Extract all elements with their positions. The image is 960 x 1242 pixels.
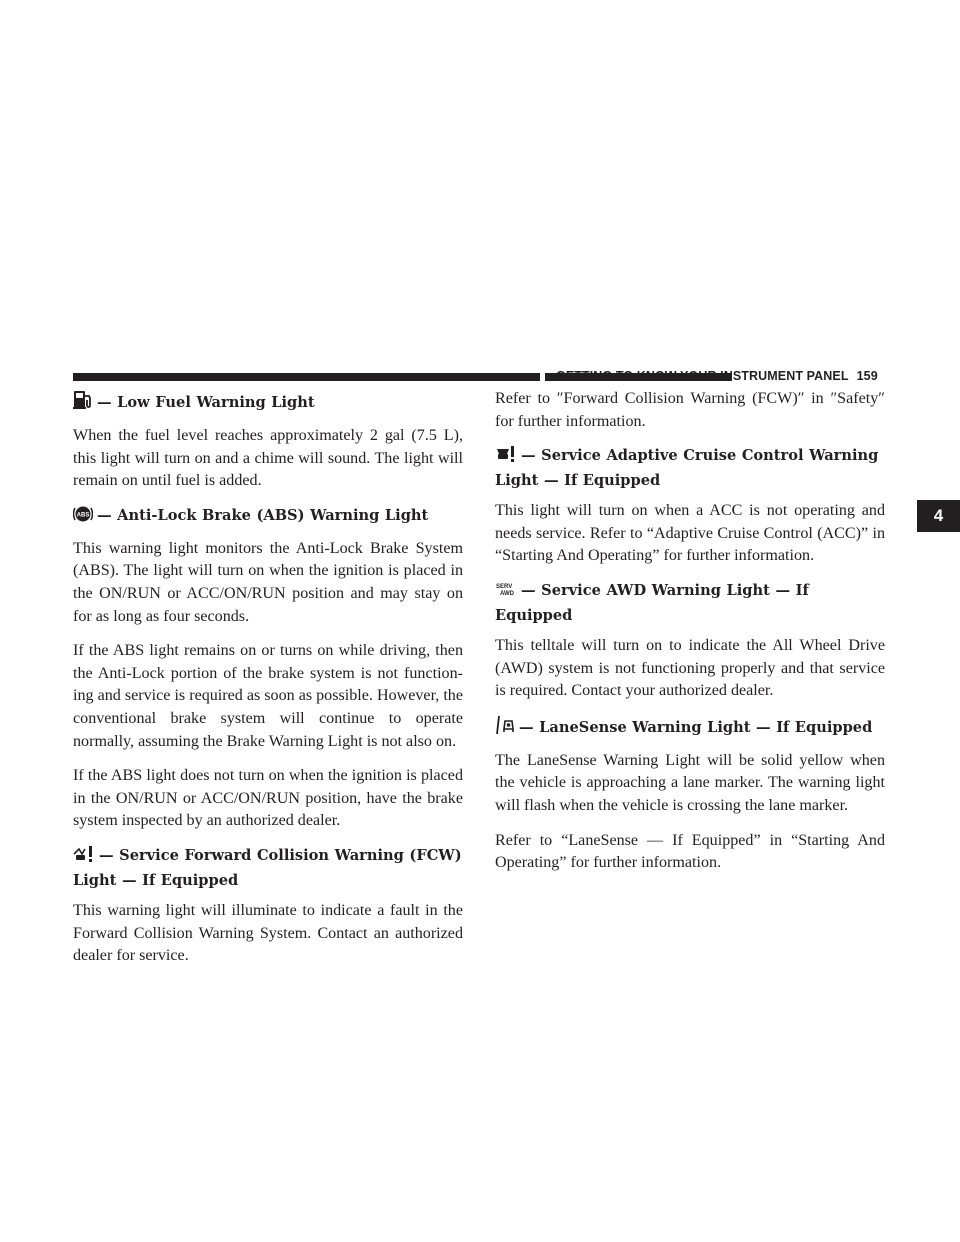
heading-text-line2: Light — If Equipped <box>495 472 661 490</box>
serv-awd-icon <box>495 582 517 605</box>
section-lanesense <box>495 715 885 875</box>
section-acc <box>495 445 885 568</box>
paragraph: This warning light will illuminate to indicate a fault in the Forward Collision Warning System. Contact an authorized dealer for service. <box>73 901 463 965</box>
section-heading <box>495 580 885 627</box>
section-heading <box>495 715 885 742</box>
section-heading <box>73 388 463 417</box>
serv-awd-icon-bottom: AWD <box>500 590 514 597</box>
acc-service-icon <box>495 445 517 470</box>
page-number: 159 <box>856 369 878 383</box>
section-heading <box>73 845 463 892</box>
paragraph: This telltale will turn on to indicate the All Wheel Drive (AWD) system is not functioning properly and that service is required. Contact your authorized dealer. <box>495 636 885 700</box>
heading-text: — Service AWD Warning Light — If Equipped <box>495 581 809 624</box>
heading-text: — Low Fuel Warning Light <box>97 394 315 411</box>
section-fcw <box>73 845 463 968</box>
fuel-pump-icon <box>73 388 93 417</box>
heading-text-line2: Light — If Equipped <box>73 871 239 889</box>
running-header <box>556 369 878 383</box>
paragraph: This warning light monitors the Anti-Lock Brake System (ABS). The light will turn on when the ignition is placed in the ON/RUN or ACC/ON/RUN position and may stay on for as long as four seconds. <box>73 539 463 625</box>
heading-text-line1: — Service Adaptive Cruise Control Warning <box>521 447 879 465</box>
section-low-fuel <box>73 388 463 493</box>
heading-text: — LaneSense Warning Light — If Equipped <box>519 718 873 736</box>
paragraph: If the ABS light does not turn on when the ignition is placed in the ON/RUN or ACC/ON/RUN position, have the brake system inspected by an authorized dealer. <box>73 767 463 830</box>
svg-text:ABS: ABS <box>76 512 90 519</box>
abs-icon <box>73 505 93 530</box>
paragraph: Refer to ″Forward Collision Warning (FCW)″ in ″Safety″ for further information. <box>495 390 885 430</box>
paragraph: If the ABS light remains on or turns on while driving, then the Anti-Lock portion of the brake system is not function- ing and service is required as soon as possible. However, the conventional brake system will continue to operate normally, assuming the Brake Warning Light is not also on. <box>73 642 463 750</box>
paragraph: This light will turn on when a ACC is not operating and needs service. Refer to “Adaptive Cruise Control (ACC)” in “Starting And Operating” for further information. <box>495 502 885 565</box>
heading-text: — Anti-Lock Brake (ABS) Warning Light <box>97 506 429 524</box>
section-heading <box>73 505 463 530</box>
paragraph: Refer to “LaneSense — If Equipped” in “Starting And Operating” for further information. <box>495 831 885 872</box>
paragraph: The LaneSense Warning Light will be solid yellow when the vehicle is approaching a lane marker. The warning light will flash when the vehicle is crossing the lane marker. <box>495 751 885 814</box>
left-column <box>73 388 463 980</box>
section-abs <box>73 505 463 833</box>
chapter-tab: 4 <box>917 500 960 532</box>
heading-text-line1: — Service Forward Collision Warning (FCW) <box>99 846 462 864</box>
lanesense-icon <box>495 715 515 742</box>
paragraph: When the fuel level reaches approximately 2 gal (7.5 L), this light will turn on and a chime will sound. The light will remain on until fuel is added. <box>73 427 463 490</box>
right-column <box>495 388 885 887</box>
section-awd <box>495 580 885 703</box>
header-title: GETTING TO KNOW YOUR INSTRUMENT PANEL <box>556 369 849 383</box>
fcw-service-icon <box>73 845 95 870</box>
serv-awd-icon-top: SERV <box>496 583 513 590</box>
section-heading <box>495 445 885 492</box>
header-rule-left <box>73 373 540 381</box>
